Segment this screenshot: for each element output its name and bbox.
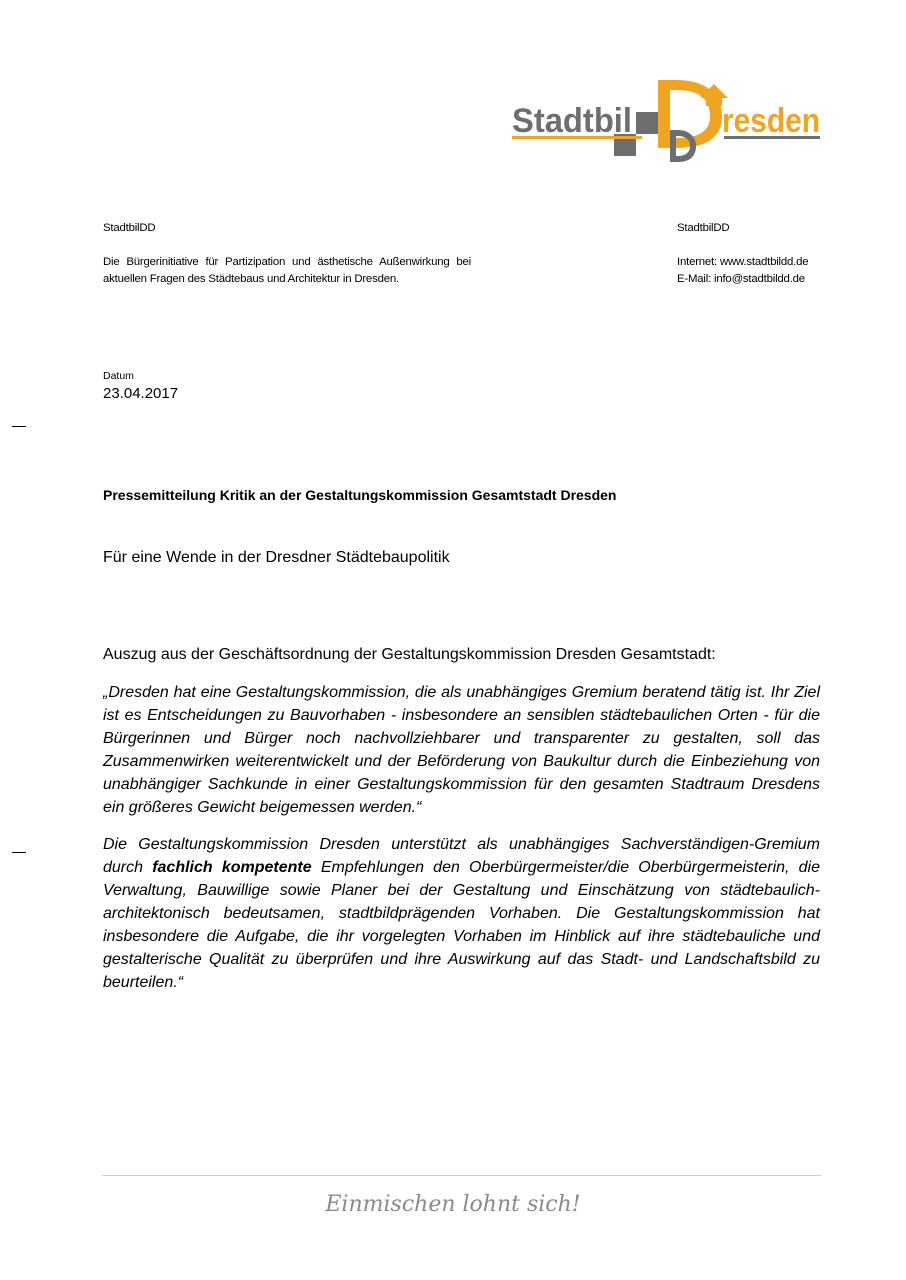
date-value: 23.04.2017 <box>103 385 179 402</box>
press-release-headline: Pressemitteilung Kritik an der Gestaltungskommission Gesamtstadt Dresden <box>103 487 617 503</box>
logo-text-part1: Stadtbil <box>512 102 632 140</box>
press-release-subline: Für eine Wende in der Dresdner Städtebaupolitik <box>103 549 450 566</box>
internet-link[interactable]: Internet: www.stadtbildd.de <box>677 256 809 268</box>
sender-contact <box>677 254 808 288</box>
quote2-emphasis: fachlich kompetente <box>152 859 312 876</box>
quote-paragraph-2 <box>103 833 820 994</box>
sender-description: Die Bürgerinitiative für Partizipation und ästhetische Außenwirkung bei aktuellen Fragen des Städtebaus und Architektur in Dresden. <box>103 256 471 285</box>
quote2-pre: Die Gestaltungskommission Dresden unterstützt als unabhängiges Sachverständigen-Gremium durch <box>103 836 820 876</box>
sender-name-right: StadtbilDD <box>677 222 730 234</box>
stadtbildd-logo <box>510 76 822 168</box>
quote-paragraph-1: „Dresden hat eine Gestaltungskommission, die als unabhängiges Gremium beratend tätig ist. Ihr Ziel ist es Entscheidungen zu Bauvorhaben - insbesondere an sensiblen städtebaulichen Orten - für die Bürgerinnen und Bürger noch nachvollziehbarer und transparenter zu gestalten, soll das Zusammenwirken weiterentwickelt und der Beförderung von Baukultur durch die Einbeziehung von unabhängiger Sachkunde in einer Gestaltungskommission für den gesamten Stadtraum Dresdens ein größeres Gewicht beigemessen werden.“ <box>103 684 820 816</box>
intro-text: Auszug aus der Geschäftsordnung der Gestaltungskommission Dresden Gesamtstadt: <box>103 646 716 663</box>
quote2-post: Empfehlungen den Oberbürgermeister/die Oberbürgermeisterin, die Verwaltung, Bauwillige sowie Planer bei der Gestaltung und Einschätzung von städtebaulich-architektonisch bedeutsamen, stadtbildprägenden Vorhaben. Die Gestaltungskommission hat insbesondere die Aufgabe, die ihr vorgelegten Vorhaben im Hinblick auf ihre städtebauliche und gestalterische Qualität zu überprüfen und ihre Auswirkung auf das Stadt- und Landschaftsbild zu beurteilen.“ <box>103 859 821 991</box>
logo-text-part2: resden <box>722 102 820 140</box>
footer-divider <box>102 1175 821 1176</box>
email-link[interactable]: E-Mail: info@stadtbildd.de <box>677 273 805 285</box>
footer-slogan: Einmischen lohnt sich! <box>325 1192 581 1217</box>
sender-name-left: StadtbilDD <box>103 222 156 234</box>
fold-mark-middle <box>12 852 26 853</box>
fold-mark-top <box>12 426 26 427</box>
date-label: Datum <box>103 370 134 382</box>
